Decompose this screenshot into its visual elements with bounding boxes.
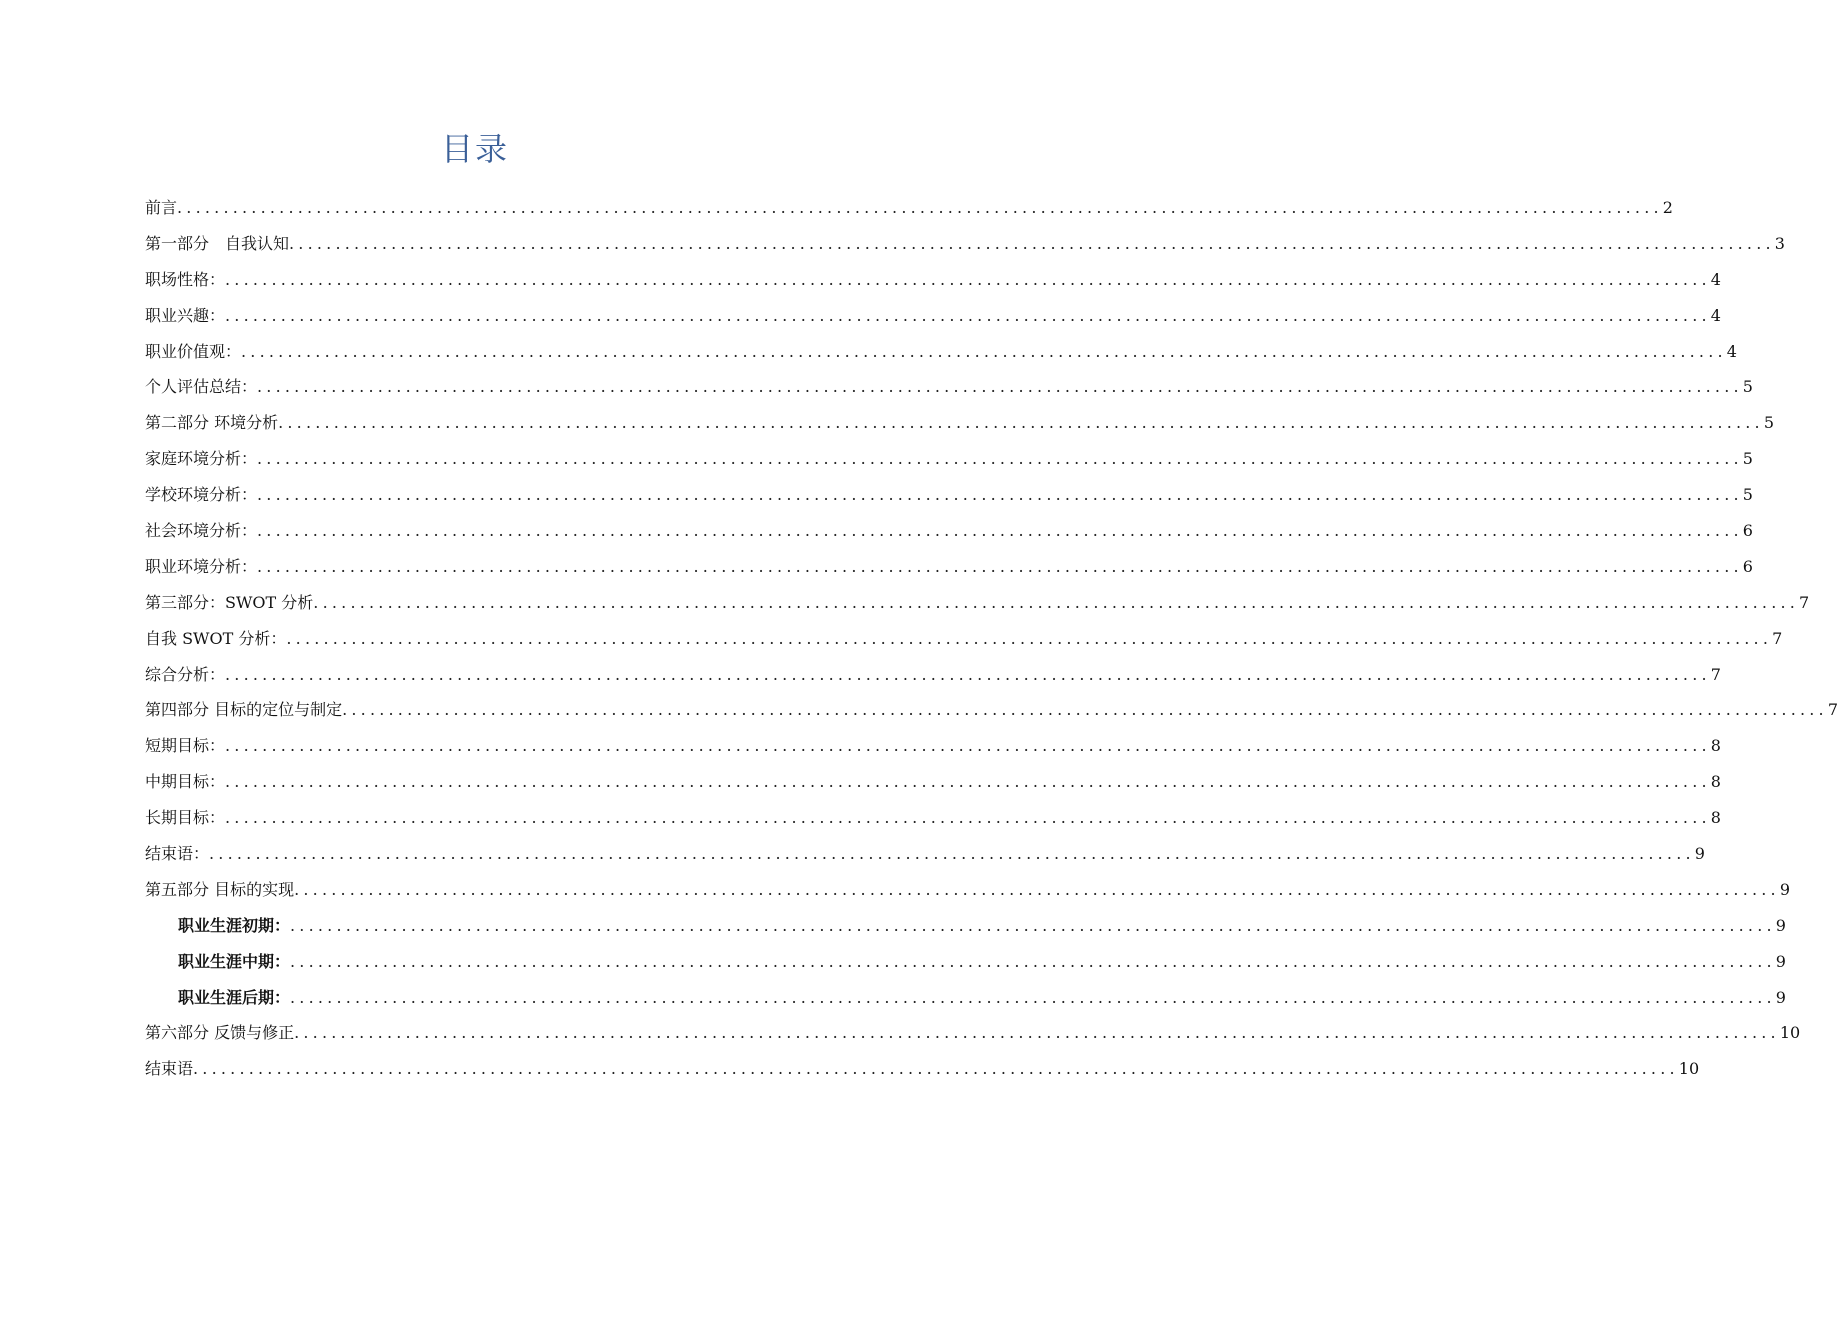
toc-entry-text: 职业生涯中期：: [178, 951, 291, 971]
toc-entry-page-number: 8: [1710, 736, 1721, 756]
toc-entry[interactable]: [145, 405, 1775, 441]
toc-leader-dots: ................................................................................................................................................................: [257, 521, 1743, 540]
toc-entry-text: 学校环境分析：: [145, 485, 258, 505]
toc-leader-dots: ................................................................................................................................................................: [290, 987, 1776, 1007]
toc-entry-text: 结束语：: [145, 844, 210, 864]
toc-entry-page-number: 9: [1779, 879, 1791, 899]
toc-entry[interactable]: [145, 1051, 1700, 1087]
toc-entry-page-number: 9: [1694, 844, 1705, 864]
toc-entry-text: 长期目标：: [145, 808, 226, 828]
toc-entry[interactable]: [145, 334, 1737, 370]
toc-entry-text: 第一部分 自我认知: [145, 233, 290, 253]
toc-entry[interactable]: [145, 800, 1721, 836]
toc-leader-dots: ................................................................................................................................................................: [225, 808, 1711, 828]
toc-entry[interactable]: [145, 836, 1705, 872]
toc-leader-dots: ................................................................................................................................................................: [225, 269, 1711, 289]
toc-entry[interactable]: [145, 190, 1673, 226]
toc-leader-dots: ................................................................................................................................................................: [257, 377, 1743, 397]
toc-leader-dots: ................................................................................................................................................................: [289, 233, 1775, 253]
toc-list: [145, 190, 1838, 1087]
toc-entry[interactable]: [145, 262, 1721, 298]
toc-leader-dots: ................................................................................................................................................................: [286, 628, 1773, 648]
toc-entry-page-number: 7: [1827, 700, 1838, 720]
toc-entry-page-number: 5: [1763, 413, 1775, 433]
toc-entry[interactable]: [145, 477, 1753, 513]
toc-leader-dots: ................................................................................................................................................................: [225, 305, 1711, 325]
toc-entry[interactable]: [145, 980, 1786, 1016]
toc-entry-page-number: 9: [1775, 987, 1786, 1007]
toc-leader-dots: ................................................................................................................................................................: [313, 592, 1800, 612]
toc-leader-dots: ................................................................................................................................................................: [342, 700, 1828, 720]
toc-entry-text: 综合分析：: [145, 664, 226, 684]
toc-entry-text: 职业环境分析：: [145, 556, 258, 576]
toc-entry-text: 前言: [145, 197, 178, 217]
toc-entry-page-number: 9: [1775, 915, 1786, 935]
toc-entry-page-number: 10: [1678, 1059, 1700, 1079]
toc-entry[interactable]: [145, 226, 1785, 262]
toc-entry-text: 职业生涯初期：: [178, 915, 291, 935]
toc-entry[interactable]: [145, 621, 1783, 657]
toc-entry[interactable]: [145, 944, 1786, 980]
toc-entry-page-number: 4: [1726, 341, 1737, 361]
toc-leader-dots: ................................................................................................................................................................: [257, 556, 1743, 576]
toc-entry-page-number: 8: [1710, 772, 1721, 792]
toc-entry-page-number: 5: [1742, 377, 1753, 397]
toc-entry-text: 自我 SWOT 分析：: [145, 628, 287, 648]
toc-entry-page-number: 4: [1710, 305, 1721, 325]
toc-entry-text: 社会环境分析：: [145, 521, 258, 540]
toc-entry-page-number: 7: [1799, 592, 1810, 612]
toc-entry-text: 职场性格：: [145, 269, 226, 289]
toc-leader-dots: ................................................................................................................................................................: [257, 485, 1743, 505]
toc-entry[interactable]: [145, 692, 1838, 728]
toc-leader-dots: ................................................................................................................................................................: [225, 736, 1711, 756]
toc-entry[interactable]: [145, 1015, 1801, 1051]
toc-leader-dots: ................................................................................................................................................................: [290, 951, 1776, 971]
toc-entry-text: 第三部分：SWOT 分析: [145, 592, 314, 612]
toc-entry-page-number: 6: [1742, 556, 1753, 576]
toc-entry[interactable]: [145, 657, 1721, 693]
toc-entry-text: 结束语: [145, 1059, 194, 1079]
toc-entry[interactable]: [145, 764, 1721, 800]
toc-leader-dots: ................................................................................................................................................................: [193, 1059, 1679, 1079]
toc-entry-page-number: 8: [1710, 808, 1721, 828]
toc-entry-text: 短期目标：: [145, 736, 226, 756]
toc-leader-dots: ................................................................................................................................................................: [257, 449, 1743, 469]
toc-leader-dots: ................................................................................................................................................................: [294, 879, 1780, 899]
toc-entry-page-number: 9: [1775, 951, 1786, 971]
toc-entry[interactable]: [145, 298, 1721, 334]
toc-entry-page-number: 5: [1742, 485, 1753, 505]
toc-leader-dots: ................................................................................................................................................................: [278, 413, 1764, 433]
toc-entry-page-number: 3: [1774, 233, 1785, 253]
toc-leader-dots: ................................................................................................................................................................: [225, 664, 1711, 684]
toc-entry-text: 第二部分 环境分析: [145, 413, 279, 433]
toc-entry[interactable]: [145, 513, 1753, 549]
toc-entry[interactable]: [145, 908, 1786, 944]
toc-entry-text: 第四部分 目标的定位与制定: [145, 700, 343, 720]
toc-entry-text: 职业价值观：: [145, 341, 242, 361]
toc-leader-dots: ................................................................................................................................................................: [177, 197, 1663, 217]
toc-leader-dots: ................................................................................................................................................................: [241, 341, 1727, 361]
toc-entry-text: 第六部分 反馈与修正: [145, 1023, 295, 1043]
toc-entry-text: 个人评估总结：: [145, 377, 258, 397]
toc-entry-page-number: 6: [1742, 521, 1753, 540]
toc-entry[interactable]: [145, 585, 1810, 621]
toc-leader-dots: ................................................................................................................................................................: [290, 915, 1776, 935]
toc-entry[interactable]: [145, 872, 1791, 908]
toc-leader-dots: ................................................................................................................................................................: [209, 844, 1695, 864]
toc-entry[interactable]: [145, 441, 1753, 477]
toc-entry-page-number: 7: [1710, 664, 1721, 684]
toc-entry-page-number: 10: [1779, 1023, 1801, 1043]
toc-leader-dots: ................................................................................................................................................................: [225, 772, 1711, 792]
toc-entry-text: 第五部分 目标的实现: [145, 879, 295, 899]
toc-entry-text: 家庭环境分析：: [145, 449, 258, 469]
toc-entry[interactable]: [145, 549, 1753, 585]
toc-leader-dots: ................................................................................................................................................................: [294, 1023, 1780, 1043]
toc-entry-page-number: 5: [1742, 449, 1753, 469]
toc-entry-text: 职业兴趣：: [145, 305, 226, 325]
toc-entry-page-number: 4: [1710, 269, 1721, 289]
toc-entry-page-number: 7: [1772, 628, 1783, 648]
toc-entry[interactable]: [145, 728, 1721, 764]
toc-entry-text: 职业生涯后期：: [178, 987, 291, 1007]
toc-entry-text: 中期目标：: [145, 772, 226, 792]
toc-entry-page-number: 2: [1662, 197, 1673, 217]
toc-entry[interactable]: [145, 369, 1753, 405]
toc-title: 目录: [440, 130, 509, 168]
